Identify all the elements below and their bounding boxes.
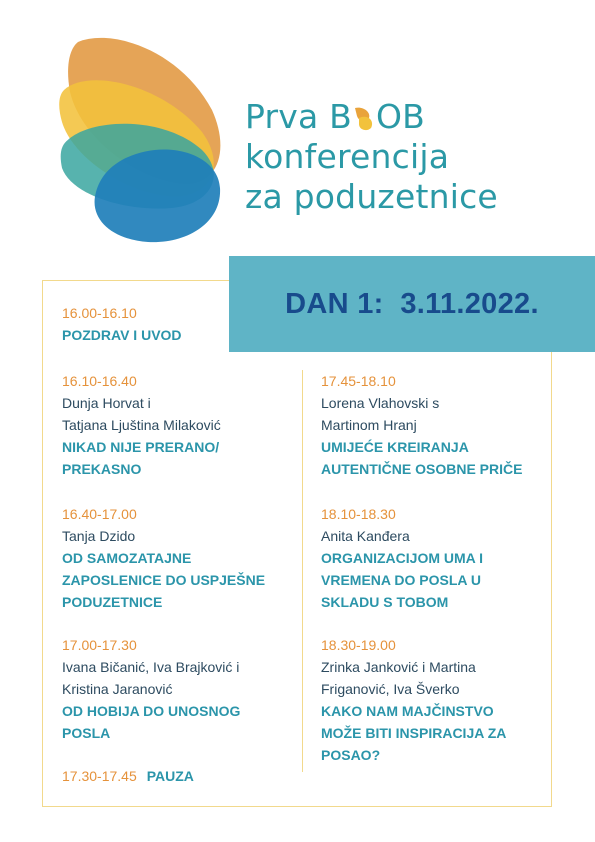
item-speaker: Zrinka Janković i Martina [321, 659, 476, 675]
pause-item [62, 765, 194, 787]
pause-time: 17.30-17.45 [62, 768, 137, 784]
column-divider [302, 370, 303, 772]
conference-title [245, 97, 498, 217]
item-topic: MOŽE BITI INSPIRACIJA ZA [321, 725, 507, 741]
item-topic: ZAPOSLENICE DO USPJEŠNE [62, 572, 266, 588]
program-item [321, 634, 506, 766]
item-time: 17.45-18.10 [321, 373, 396, 389]
item-speaker: Friganović, Iva Šverko [321, 681, 460, 697]
item-speaker: Ivana Bičanić, Iva Brajković i [62, 659, 240, 675]
item-speaker: Dunja Horvat i [62, 395, 151, 411]
item-time: 18.10-18.30 [321, 506, 396, 522]
item-time: 18.30-19.00 [321, 637, 396, 653]
program-item [62, 503, 265, 613]
item-speaker: Tatjana Ljuština Milaković [62, 417, 221, 433]
item-speaker: Kristina Jaranović [62, 681, 173, 697]
title-line-1: Prva B OB [245, 97, 425, 136]
item-topic: KAKO NAM MAJČINSTVO [321, 703, 494, 719]
item-time: 17.00-17.30 [62, 637, 137, 653]
pause-label: PAUZA [146, 768, 194, 784]
item-topic: VREMENA DO POSLA U [321, 572, 481, 588]
day-label: DAN 1: 3.11.2022. [285, 287, 539, 320]
conference-logo [52, 32, 228, 246]
item-topic: PREKASNO [62, 461, 142, 477]
program-item [62, 370, 221, 480]
title-line-3: za poduzetnice [245, 177, 498, 216]
item-topic: POSAO? [321, 747, 381, 763]
item-topic: OD HOBIJA DO UNOSNOG [62, 703, 241, 719]
item-speaker: Martinom Hranj [321, 417, 417, 433]
item-topic: OD SAMOZATAJNE [62, 550, 192, 566]
program-item [62, 634, 240, 744]
item-topic: SKLADU S TOBOM [321, 594, 449, 610]
item-time: 16.00-16.10 [62, 305, 137, 321]
item-topic: NIKAD NIJE PRERANO/ [62, 439, 220, 455]
item-time: 16.10-16.40 [62, 373, 137, 389]
item-speaker: Tanja Dzido [62, 528, 136, 544]
item-topic: PODUZETNICE [62, 594, 163, 610]
program-item [62, 302, 182, 346]
day-banner [229, 256, 595, 352]
item-time: 16.40-17.00 [62, 506, 137, 522]
item-speaker: Lorena Vlahovski s [321, 395, 440, 411]
program-item [321, 370, 522, 480]
item-topic: AUTENTIČNE OSOBNE PRIČE [321, 461, 523, 477]
item-topic: UMIJEĆE KREIRANJA [321, 439, 469, 455]
butterfly-o-mark [353, 104, 375, 132]
item-speaker: Anita Kanđera [321, 528, 410, 544]
title-line-2: konferencija [245, 137, 450, 176]
program-item [321, 503, 483, 613]
item-topic: POSLA [62, 725, 111, 741]
item-topic: ORGANIZACIJOM UMA I [321, 550, 484, 566]
item-topic: POZDRAV I UVOD [62, 327, 182, 343]
